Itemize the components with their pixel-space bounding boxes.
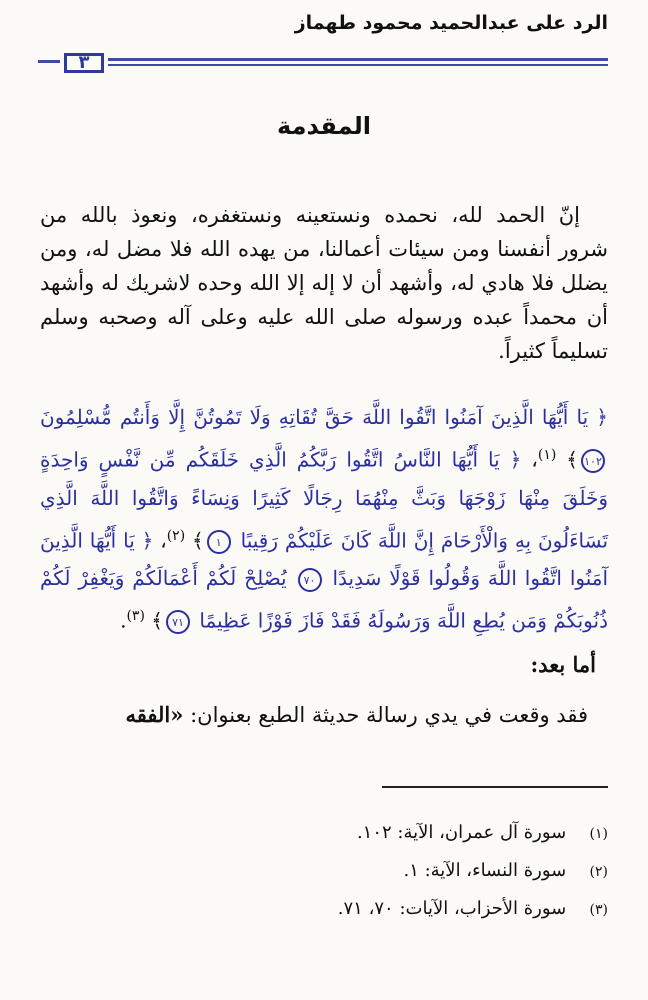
- quran-verses: ﴿ يَا أَيُّهَا الَّذِينَ آمَنُوا اتَّقُوا اللَّهَ حَقَّ تُقَاتِهِ وَلَا تَمُوتُنَّ إِلَّا وَأَنتُم مُّسْلِمُونَ ١٠٢﴾ $^{(١)}$، ﴿ يَا أَيُّهَا النَّاسُ اتَّقُوا رَبَّكُمُ الَّذِي خَلَقَكُم مِّن نَّفْسٍ وَاحِدَةٍ وَخَلَقَ مِنْهَا زَوْجَهَا وَبَثَّ مِنْهُمَا رِجَالًا كَثِيرًا وَنِسَاءً وَاتَّقُوا اللَّهَ الَّذِي تَسَاءَلُونَ بِهِ وَالْأَرْحَامَ إِنَّ اللَّهَ كَانَ عَلَيْكُمْ رَقِيبًا ١﴾ $^{(٢)}$، ﴿ يَا أَيُّهَا الَّذِينَ آمَنُوا اتَّقُوا اللَّهَ وَقُولُوا قَوْلًا سَدِيدًا ٧٠ يُصْلِحْ لَكُمْ أَعْمَالَكُمْ وَيَغْفِرْ لَكُمْ ذُنُوبَكُمْ وَمَن يُطِعِ اللَّهَ وَرَسُولَهُ فَقَدْ فَازَ فَوْزًا عَظِيمًا ٧١﴾ $^{(٣)}$.: [40, 405, 609, 633]
- closing-line-title: «الفقه: [125, 702, 184, 727]
- verse-2: ﴿ يَا أَيُّهَا النَّاسُ اتَّقُوا رَبَّكُمُ الَّذِي خَلَقَكُم مِّن نَّفْسٍ وَاحِدَةٍ وَخَلَقَ مِنْهَا زَوْجَهَا وَبَثَّ مِنْهُمَا رِجَالًا كَثِيرًا وَنِسَاءً وَاتَّقُوا اللَّهَ الَّذِي تَسَاءَلُونَ بِهِ وَالْأَرْحَامَ إِنَّ اللَّهَ كَانَ عَلَيْكُمْ رَقِيبًا: [40, 447, 609, 553]
- closing-line-text: فقد وقعت في يدي رسالة حديثة الطبع بعنوان:: [190, 703, 588, 727]
- header-rule: [108, 58, 608, 66]
- verse-3: ﴿ يَا أَيُّهَا الَّذِينَ آمَنُوا اتَّقُوا اللَّهَ وَقُولُوا قَوْلًا سَدِيدًا: [40, 528, 609, 591]
- verse-1: ﴿ يَا أَيُّهَا الَّذِينَ آمَنُوا اتَّقُوا اللَّهَ حَقَّ تُقَاتِهِ وَلَا تَمُوتُنَّ إِلَّا وَأَنتُم مُّسْلِمُونَ: [40, 405, 608, 429]
- verse-4: يُصْلِحْ لَكُمْ أَعْمَالَكُمْ وَيَغْفِرْ لَكُمْ ذُنُوبَكُمْ وَمَن يُطِعِ اللَّهَ وَرَسُولَهُ فَقَدْ فَازَ فَوْزًا عَظِيمًا: [40, 566, 608, 633]
- amma-bad-heading: أما بعد:: [530, 652, 596, 677]
- header-rule-left: [38, 60, 60, 66]
- footnote-text: سورة النساء، الآية: ١.: [403, 860, 567, 881]
- intro-text: إنّ الحمد لله، نحمده ونستعينه ونستغفره، ونعوذ بالله من شرور أنفسنا ومن سيئات أعمالنا، من يهده الله فلا مضل له، ومن يضلل فلا هادي له، وأشهد أن لا إله إلا الله وحده لاشريك له وأشهد أن محمداً عبده ورسوله صلى الله عليه وعلى آله وصحبه وسلم تسليماً كثيراً.: [40, 203, 608, 363]
- footnote-number: (٣): [589, 902, 608, 918]
- footnote-ref-1: (١): [537, 447, 557, 463]
- intro-paragraph: [40, 198, 608, 368]
- footnote-item: [40, 894, 608, 932]
- ayah-number-4: ٧١: [166, 610, 190, 634]
- footnote-text: سورة آل عمران، الآية: ١٠٢.: [356, 822, 567, 843]
- ayah-number-3: ٧٠: [298, 568, 322, 592]
- ayah-number-2: ١: [207, 530, 231, 554]
- footnote-item: [40, 856, 608, 894]
- closing-line: [40, 702, 608, 727]
- footnote-item: [40, 818, 608, 856]
- running-title: الرد على عبدالحميد محمود طهماز: [294, 12, 608, 34]
- footnotes: [40, 818, 608, 932]
- footnote-number: (٢): [589, 864, 608, 880]
- footnote-ref-3: (٣): [126, 608, 145, 625]
- page-number: ٣: [64, 53, 104, 73]
- footnote-text: سورة الأحزاب، الآيات: ٧٠، ٧١.: [337, 898, 567, 919]
- footnote-number: (١): [589, 826, 608, 842]
- ayah-number-1: ١٠٢: [581, 449, 605, 473]
- footnote-divider: [382, 786, 608, 788]
- footnote-ref-2: (٢): [166, 527, 186, 544]
- section-title: المقدمة: [277, 112, 371, 140]
